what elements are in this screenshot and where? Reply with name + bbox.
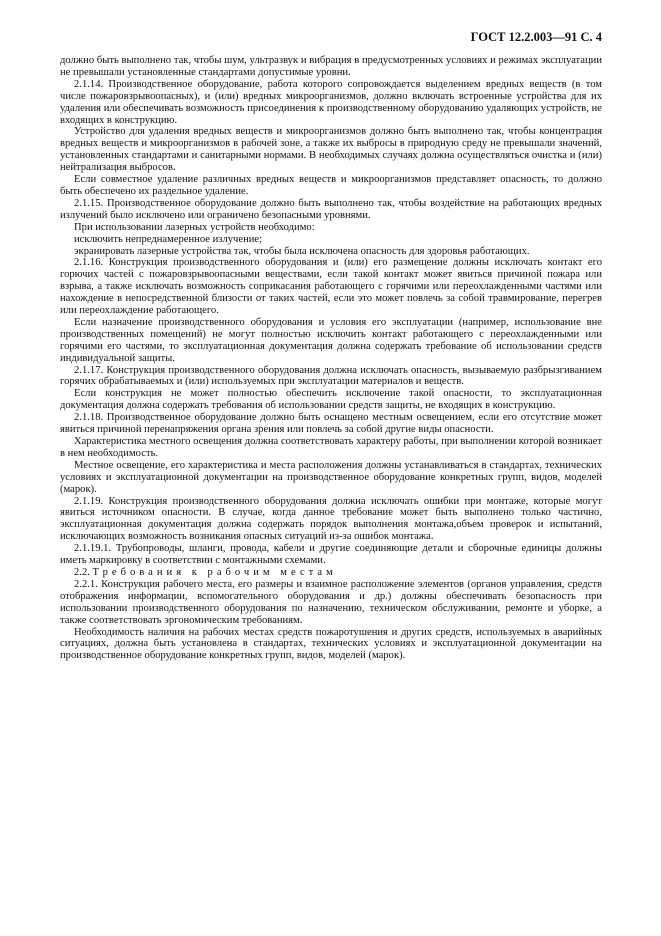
section-title: Требования к рабочим местам [92, 566, 337, 578]
paragraph: 2.1.16. Конструкция производственного оборудования и (или) его размещение должны исключать контакт его горючих частей с пожаровзрывоопасными веществами, если такой контакт может явиться причиной пожара или взрыва, а также исключать возможность соприкасания работающего с горячими или переохлажденными частями или нахождение в непосредственной близости от таких частей, если это может повлечь за собой травмирование, перегрев или переохлаждение работающего. [60, 257, 602, 317]
section-heading [60, 567, 602, 579]
paragraph: Необходимость наличия на рабочих местах средств пожаротушения и других средств, используемых в аварийных ситуациях, должна быть установлена в стандартах, технических условиях и эксплуатационной документации на производственное оборудование конкретных групп, видов, моделей (марок). [60, 626, 602, 662]
paragraph: Если совместное удаление различных вредных веществ и микроорганизмов представляет опасность, то должно быть обеспечено их раздельное удаление. [60, 174, 602, 197]
paragraph: 2.1.15. Производственное оборудование должно быть выполнено так, чтобы воздействие на работающих вредных излучений было исключено или ограничено безопасными уровнями. [60, 197, 602, 221]
paragraph: должно быть выполнено так, чтобы шум, ультразвук и вибрация в предусмотренных условиях и режимах эксплуатации не превышали установленные стандартами допустимые уровни. [60, 55, 602, 78]
paragraph: Устройство для удаления вредных веществ и микроорганизмов должно быть выполнено так, чтобы концентрация вредных веществ и микроорганизмов в рабочей зоне, а также их выбросы в природную среду не превышали значений, установленных стандартами и санитарными нормами. В необходимых случаях должна осуществляться очистка и (или) нейтрализация выбросов. [60, 126, 602, 174]
paragraph: Если назначение производственного оборудования и условия его эксплуатации (например, использование вне производственных помещений) не могут полностью исключить контакт работающего с переохлажденными или горячими его частями, то эксплуатационная документация должна содержать требование об использовании средств индивидуальной защиты. [60, 316, 602, 364]
paragraph: исключить непреднамеренное излучение; [74, 233, 263, 245]
paragraph: 2.1.17. Конструкция производственного оборудования должна исключать опасность, вызываемую разбрызгиванием горячих обрабатываемых и (или) используемых при эксплуатации материалов и веществ. [60, 364, 602, 388]
section-number: 2.2. [74, 566, 90, 578]
paragraph: 2.1.19. Конструкция производственного оборудования должна исключать ошибки при монтаже, которые могут явиться источником опасности. В случае, когда данное требование может быть выполнено только частично, эксплуатационная документация должна содержать порядок выполнения монтажа,объем проверок и испытаний, исключающих возможность возникания опасных ситуаций из-за ошибок монтажа. [60, 495, 602, 543]
document-body [60, 55, 602, 662]
paragraph: 2.1.19.1. Трубопроводы, шланги, провода, кабели и другие соединяющие детали и сборочные единицы должны иметь маркировку в соответствии с монтажными схемами. [60, 543, 602, 567]
paragraph: При использовании лазерных устройств необходимо: [74, 221, 315, 233]
paragraph: 2.2.1. Конструкция рабочего места, его размеры и взаимное расположение элементов (органов управления, средств отображения информации, вспомогательного оборудования и др.) должны обеспечивать безопасность при использовании производственного оборудования по назначению, техническом обслуживании, ремонте и уборке, а также соответствовать эргономическим требованиям. [60, 578, 602, 626]
paragraph: 2.1.14. Производственное оборудование, работа которого сопровождается выделением вредных веществ (в том числе пожаровзрывоопасных), и (или) вредных микроорганизмов, должно включать встроенные устройства для их удаления или обеспечивать возможность присоединения к производственному оборудованию удаляющих устройств, не входящих в конструкцию. [60, 78, 602, 126]
paragraph: 2.1.18. Производственное оборудование должно быть оснащено местным освещением, если его отсутствие может явиться причиной перенапряжения органа зрения или повлечь за собой другие виды опасности. [60, 412, 602, 436]
paragraph: Характеристика местного освещения должна соответствовать характеру работы, при выполнении которой возникает в нем необходимость. [60, 436, 602, 459]
paragraph: экранировать лазерные устройства так, чтобы была исключена опасность для здоровья работающих. [74, 245, 530, 257]
document-page [60, 30, 602, 662]
page-header: ГОСТ 12.2.003—91 С. 4 [470, 30, 602, 44]
paragraph: Если конструкция не может полностью обеспечить исключение такой опасности, то эксплуатационная документация должна содержать требования об использовании средств защиты, не входящих в конструкцию. [60, 388, 602, 412]
paragraph: Местное освещение, его характеристика и места расположения должны устанавливаться в стандартах, технических условиях и эксплуатационной документации на производственное оборудование конкретных групп, видов, моделей (марок). [60, 459, 602, 495]
